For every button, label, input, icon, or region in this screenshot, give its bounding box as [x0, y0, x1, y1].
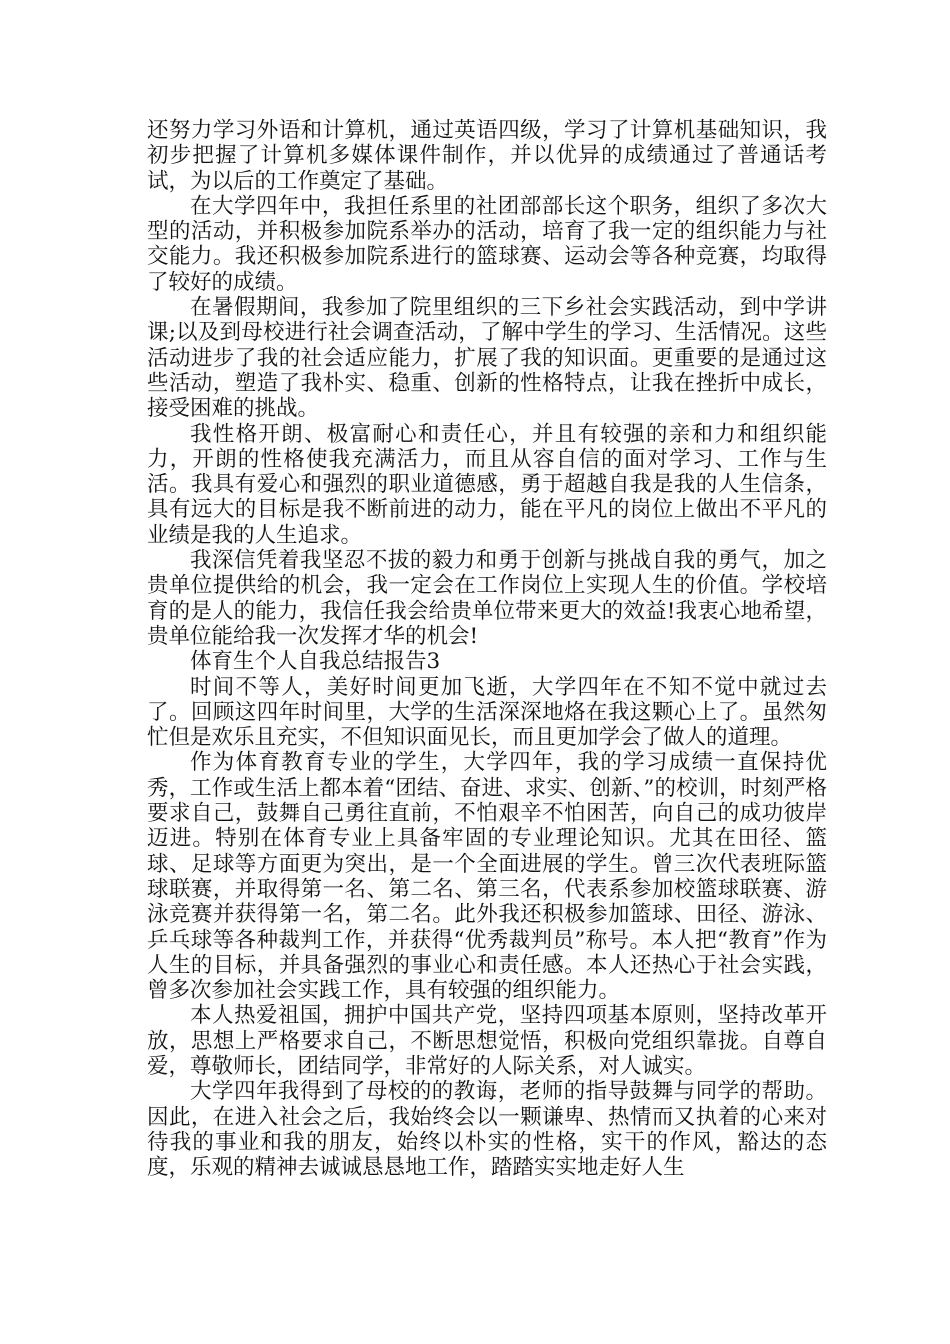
paragraph-5: 我深信凭着我坚忍不拔的毅力和勇于创新与挑战自我的勇气，加之贵单位提供给的机会，我一定会在工作岗位上实现人生的价值。学校培育的是人的能力，我信任我会给贵单位带来更大的效益!我衷心地希望，贵单位能给我一次发挥才华的机会!: [147, 548, 827, 649]
paragraph-7: 作为体育教育专业的学生，大学四年，我的学习成绩一直保持优秀，工作或生活上都本着“团结、奋进、求实、创新、”的校训，时刻严格要求自己，鼓舞自己勇往直前，不怕艰辛不怕困苦，向自己的成功彼岸迈进。特别在体育专业上具备牢固的专业理论知识。尤其在田径、篮球、足球等方面更为突出，是一个全面进展的学生。曾三次代表班际篮球联赛，并取得第一名、第二名、第三名，代表系参加校篮球联赛、游泳竞赛并获得第一名，第二名。此外我还积极参加篮球、田径、游泳、乒乓球等各种裁判工作，并获得“优秀裁判员”称号。本人把“教育”作为人生的目标，并具备强烈的事业心和责任感。本人还热心于社会实践，曾多次参加社会实践工作，具有较强的组织能力。: [147, 750, 827, 1004]
paragraph-9: 大学四年我得到了母校的的教诲，老师的指导鼓舞与同学的帮助。因此，在进入社会之后，我始终会以一颗谦卑、热情而又执着的心来对待我的事业和我的朋友，始终以朴实的性格，实干的作风，豁达的态度，乐观的精神去诚诚恳恳地工作，踏踏实实地走好人生: [147, 1079, 827, 1181]
paragraph-4: 我性格开朗、极富耐心和责任心，并且有较强的亲和力和组织能力，开朗的性格使我充满活力，而且从容自信的面对学习、工作与生活。我具有爱心和强烈的职业道德感，勇于超越自我是我的人生信条，具有远大的目标是我不断前进的动力，能在平凡的岗位上做出不平凡的业绩是我的人生追求。: [147, 421, 827, 548]
section-heading: 体育生个人自我总结报告3: [190, 649, 441, 675]
paragraph-3: 在暑假期间，我参加了院里组织的三下乡社会实践活动，到中学讲课;以及到母校进行社会调查活动，了解中学生的学习、生活情况。这些活动进步了我的社会适应能力，扩展了我的知识面。更重要的是通过这些活动，塑造了我朴实、稳重、创新的性格特点，让我在挫折中成长，接受困难的挑战。: [147, 295, 827, 422]
paragraph-2: 在大学四年中，我担任系里的社团部部长这个职务，组织了多次大型的活动，并积极参加院系举办的活动，培育了我一定的组织能力与社交能力。我还积极参加院系进行的篮球赛、运动会等各种竞赛，均取得了较好的成绩。: [147, 193, 827, 295]
paragraph-6: 时间不等人，美好时间更加飞逝，大学四年在不知不觉中就过去了。回顾这四年时间里，大学的生活深深地烙在我这颗心上了。虽然匆忙但是欢乐且充实，不但知识面见长，而且更加学会了做人的道理。: [147, 674, 827, 751]
document-body: [147, 118, 827, 1180]
paragraph-1: 还努力学习外语和计算机，通过英语四级，学习了计算机基础知识，我初步把握了计算机多媒体课件制作，并以优异的成绩通过了普通话考试，为以后的工作奠定了基础。: [147, 118, 827, 194]
paragraph-8: 本人热爱祖国，拥护中国共产党，坚持四项基本原则，坚持改革开放，思想上严格要求自己，不断思想觉悟，积极向党组织靠拢。自尊自爱，尊敬师长，团结同学，非常好的人际关系，对人诚实。: [147, 1003, 827, 1079]
